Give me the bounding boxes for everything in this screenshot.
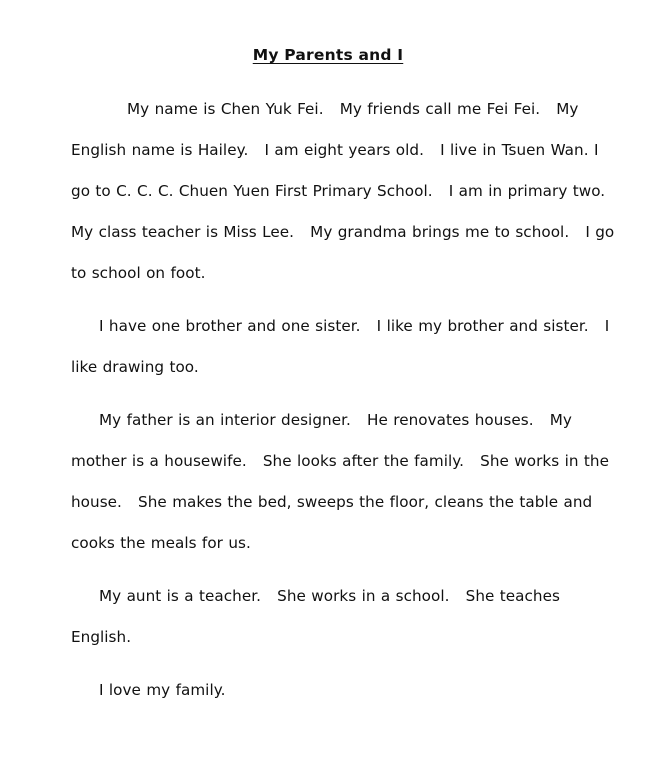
paragraph-aunt: My aunt is a teacher. She works in a school. She teaches English. [71,587,566,646]
paragraph-siblings: I have one brother and one sister. I like my brother and sister. I like drawing too. [71,317,615,376]
paragraph-introduction: My name is Chen Yuk Fei. My friends call me Fei Fei. My English name is Hailey. I am eight years old. I live in Tsuen Wan. I go to C. C. C. Chuen Yuen First Primary School. I am in primary two. My class teacher is Miss Lee. My grandma brings me to school. I go to school on foot. [71,100,622,282]
paragraph-closing: I love my family. [99,681,226,699]
document-title: My Parents and I [252,46,404,64]
paragraph-parents: My father is an interior designer. He renovates houses. My mother is a housewife. She looks after the family. She works in the house. She makes the bed, sweeps the floor, cleans the table and cooks the meals for us. [71,411,615,552]
